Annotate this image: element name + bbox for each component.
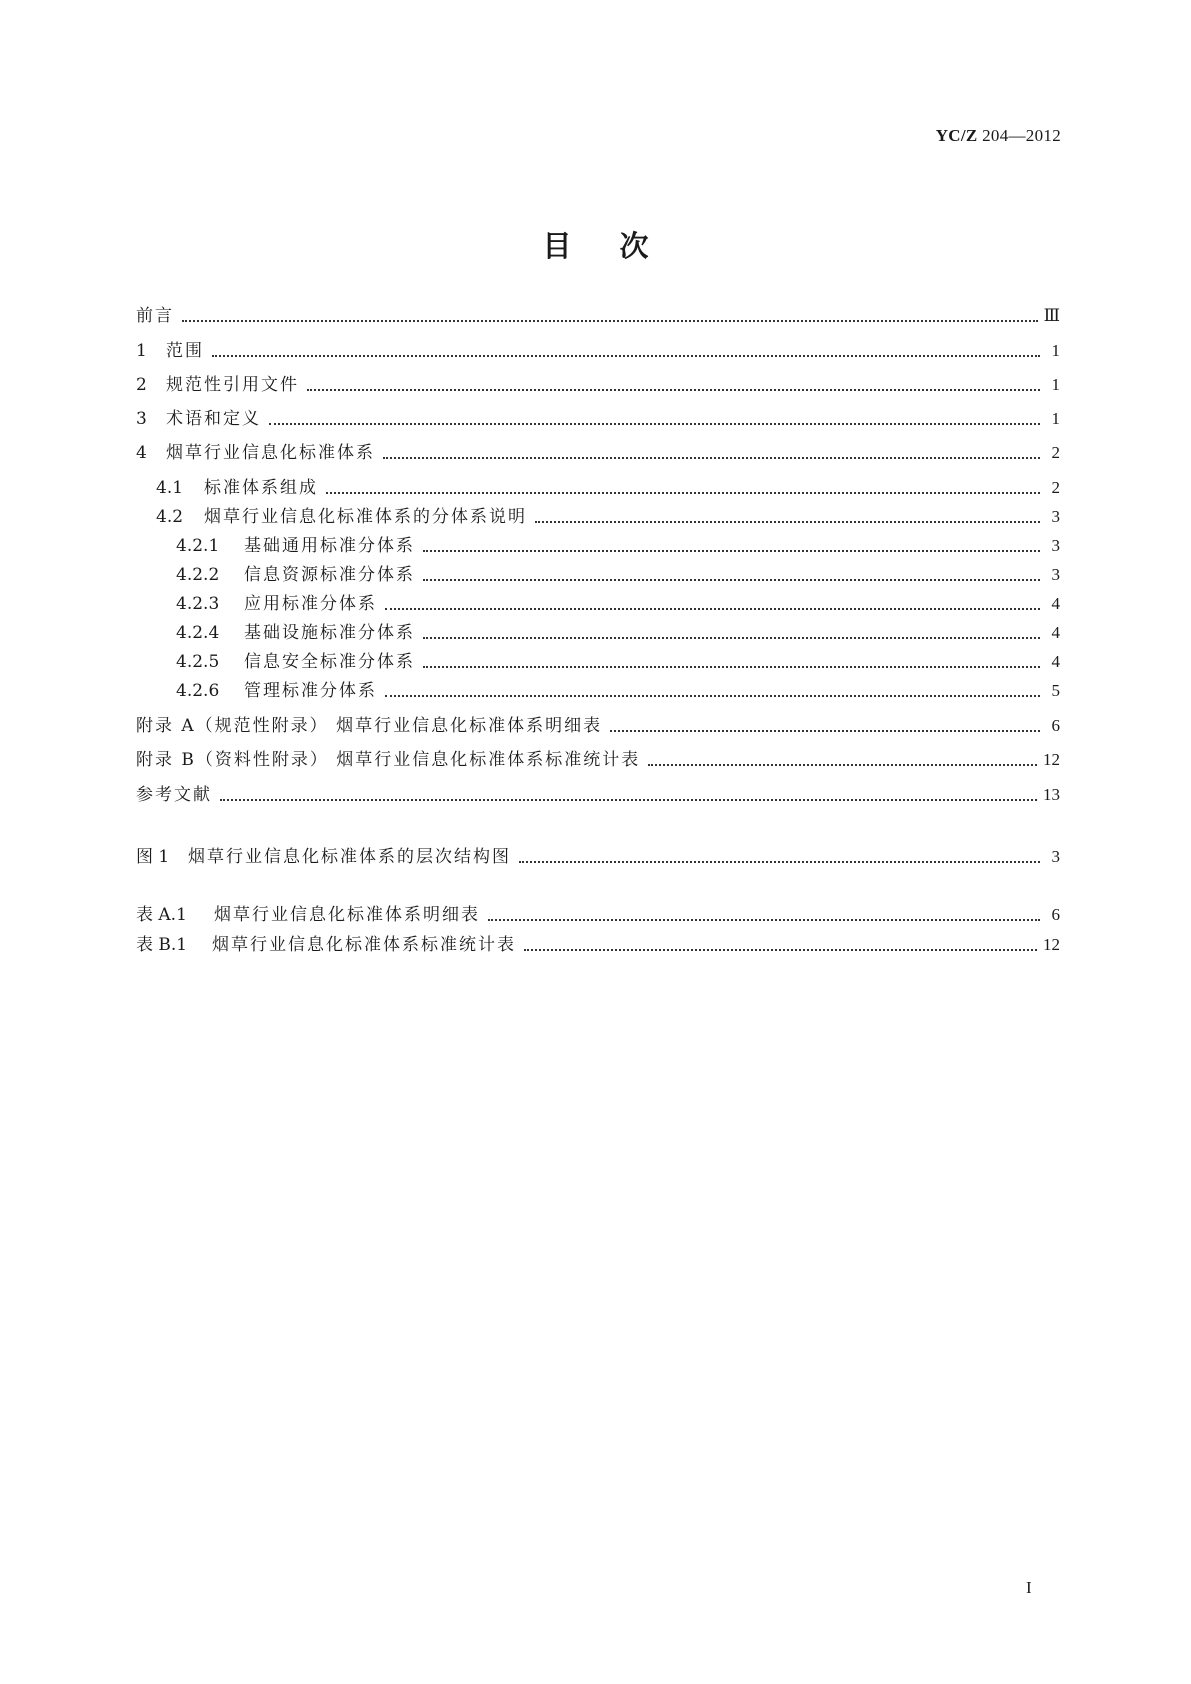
toc-entry-label: 术语和定义 <box>166 409 261 429</box>
dot-leader <box>220 783 1037 807</box>
toc-entry-4-2-6[interactable] <box>176 679 1060 703</box>
toc-entry-number: 2 <box>136 375 147 395</box>
toc-entry-label: 基础设施标准分体系 <box>244 623 415 643</box>
toc-entry-page: 2 <box>1051 478 1060 497</box>
toc-entry-4-2-3[interactable] <box>176 592 1060 616</box>
toc-entry-2[interactable] <box>136 373 1060 397</box>
toc-entry-4-1[interactable] <box>156 476 1060 500</box>
toc-entry-foreword[interactable] <box>136 304 1060 328</box>
dot-leader <box>307 373 1040 397</box>
toc-entry-page: 3 <box>1051 507 1060 526</box>
dot-leader <box>524 933 1037 957</box>
toc-entry-label: 管理标准分体系 <box>244 681 377 701</box>
toc-entry-page: 2 <box>1051 443 1060 462</box>
toc-entry-table-a1[interactable] <box>136 903 1060 927</box>
toc-entry-label: 烟草行业信息化标准体系的分体系说明 <box>204 507 527 527</box>
dot-leader <box>423 563 1040 587</box>
toc-entry-label: 基础通用标准分体系 <box>244 536 415 556</box>
dot-leader <box>423 621 1040 645</box>
toc-entry-page: 1 <box>1051 409 1060 428</box>
toc-entry-4-2-4[interactable] <box>176 621 1060 645</box>
dot-leader <box>610 714 1040 738</box>
dot-leader <box>326 476 1040 500</box>
toc-entry-page: Ⅲ <box>1043 306 1060 325</box>
toc-entry-4[interactable] <box>136 441 1060 465</box>
toc-entry-label: 烟草行业信息化标准体系 <box>166 443 375 463</box>
page-title: 目次 <box>542 229 697 263</box>
toc-entry-1[interactable] <box>136 339 1060 363</box>
toc-entry-3[interactable] <box>136 407 1060 431</box>
toc-entry-number: 4.2 <box>156 507 184 527</box>
toc-entry-page: 13 <box>1043 785 1060 804</box>
toc-entry-number: 4.2.5 <box>176 652 220 672</box>
toc-entry-label: 规范性引用文件 <box>166 375 299 395</box>
toc-entry-number: 3 <box>136 409 147 429</box>
toc-entry-page: 3 <box>1051 847 1060 866</box>
toc-entry-label: 前言 <box>136 306 174 326</box>
toc-entry-page: 4 <box>1051 594 1060 613</box>
toc-entry-label: 附录 B（资料性附录） 烟草行业信息化标准体系标准统计表 <box>136 750 641 770</box>
toc-entry-number: 4.2.2 <box>176 565 220 585</box>
dot-leader <box>385 679 1040 703</box>
page-number: I <box>1026 1578 1032 1597</box>
toc-entry-number: 4.2.1 <box>176 536 220 556</box>
dot-leader <box>423 534 1040 558</box>
dot-leader <box>212 339 1040 363</box>
toc-entry-page: 4 <box>1051 623 1060 642</box>
dot-leader <box>423 650 1040 674</box>
toc-entry-page: 12 <box>1043 935 1060 954</box>
dot-leader <box>383 441 1040 465</box>
toc-entry-page: 12 <box>1043 750 1060 769</box>
toc-entry-4-2-5[interactable] <box>176 650 1060 674</box>
toc-entry-number: 4.1 <box>156 478 184 498</box>
toc-entry-label: 参考文献 <box>136 785 212 805</box>
toc-entry-annex-b[interactable] <box>136 748 1060 772</box>
toc-entry-number: 4.2.6 <box>176 681 220 701</box>
toc-entry-number: 4.2.4 <box>176 623 220 643</box>
toc-entry-page: 5 <box>1051 681 1060 700</box>
toc-entry-number: 图 1 <box>136 847 170 867</box>
toc-entry-label: 附录 A（规范性附录） 烟草行业信息化标准体系明细表 <box>136 716 603 736</box>
toc-entry-label: 烟草行业信息化标准体系的层次结构图 <box>188 847 511 867</box>
dot-leader <box>385 592 1040 616</box>
toc-entry-label: 标准体系组成 <box>204 478 318 498</box>
toc-entry-table-b1[interactable] <box>136 933 1060 957</box>
toc-entry-label: 应用标准分体系 <box>244 594 377 614</box>
toc-entry-label: 信息资源标准分体系 <box>244 565 415 585</box>
toc-entry-page: 6 <box>1051 716 1060 735</box>
toc-entry-page: 1 <box>1051 375 1060 394</box>
toc-entry-number: 4.2.3 <box>176 594 220 614</box>
toc-entry-label: 范围 <box>166 341 204 361</box>
toc-entry-4-2[interactable] <box>156 505 1060 529</box>
document-code <box>936 126 1061 146</box>
toc-entry-4-2-2[interactable] <box>176 563 1060 587</box>
toc-entry-annex-a[interactable] <box>136 714 1060 738</box>
toc-entry-label: 烟草行业信息化标准体系明细表 <box>214 905 480 925</box>
toc-entry-page: 4 <box>1051 652 1060 671</box>
toc-entry-bibliography[interactable] <box>136 783 1060 807</box>
toc-entry-4-2-1[interactable] <box>176 534 1060 558</box>
toc-entry-number: 表 A.1 <box>136 905 187 925</box>
toc-entry-page: 3 <box>1051 536 1060 555</box>
dot-leader <box>488 903 1040 927</box>
dot-leader <box>535 505 1040 529</box>
dot-leader <box>269 407 1040 431</box>
toc-entry-page: 3 <box>1051 565 1060 584</box>
toc-entry-number: 1 <box>136 341 147 361</box>
toc-entry-figure-1[interactable] <box>136 845 1060 869</box>
toc-entry-label: 烟草行业信息化标准体系标准统计表 <box>212 935 516 955</box>
toc-entry-page: 1 <box>1051 341 1060 360</box>
dot-leader <box>648 748 1037 772</box>
toc-entry-number: 4 <box>136 443 147 463</box>
toc-entry-page: 6 <box>1051 905 1060 924</box>
dot-leader <box>182 304 1038 328</box>
toc-entry-number: 表 B.1 <box>136 935 188 955</box>
document-code-number: 204—2012 <box>977 126 1061 145</box>
dot-leader <box>519 845 1040 869</box>
toc-entry-label: 信息安全标准分体系 <box>244 652 415 672</box>
document-code-prefix: YC/Z <box>935 126 978 145</box>
